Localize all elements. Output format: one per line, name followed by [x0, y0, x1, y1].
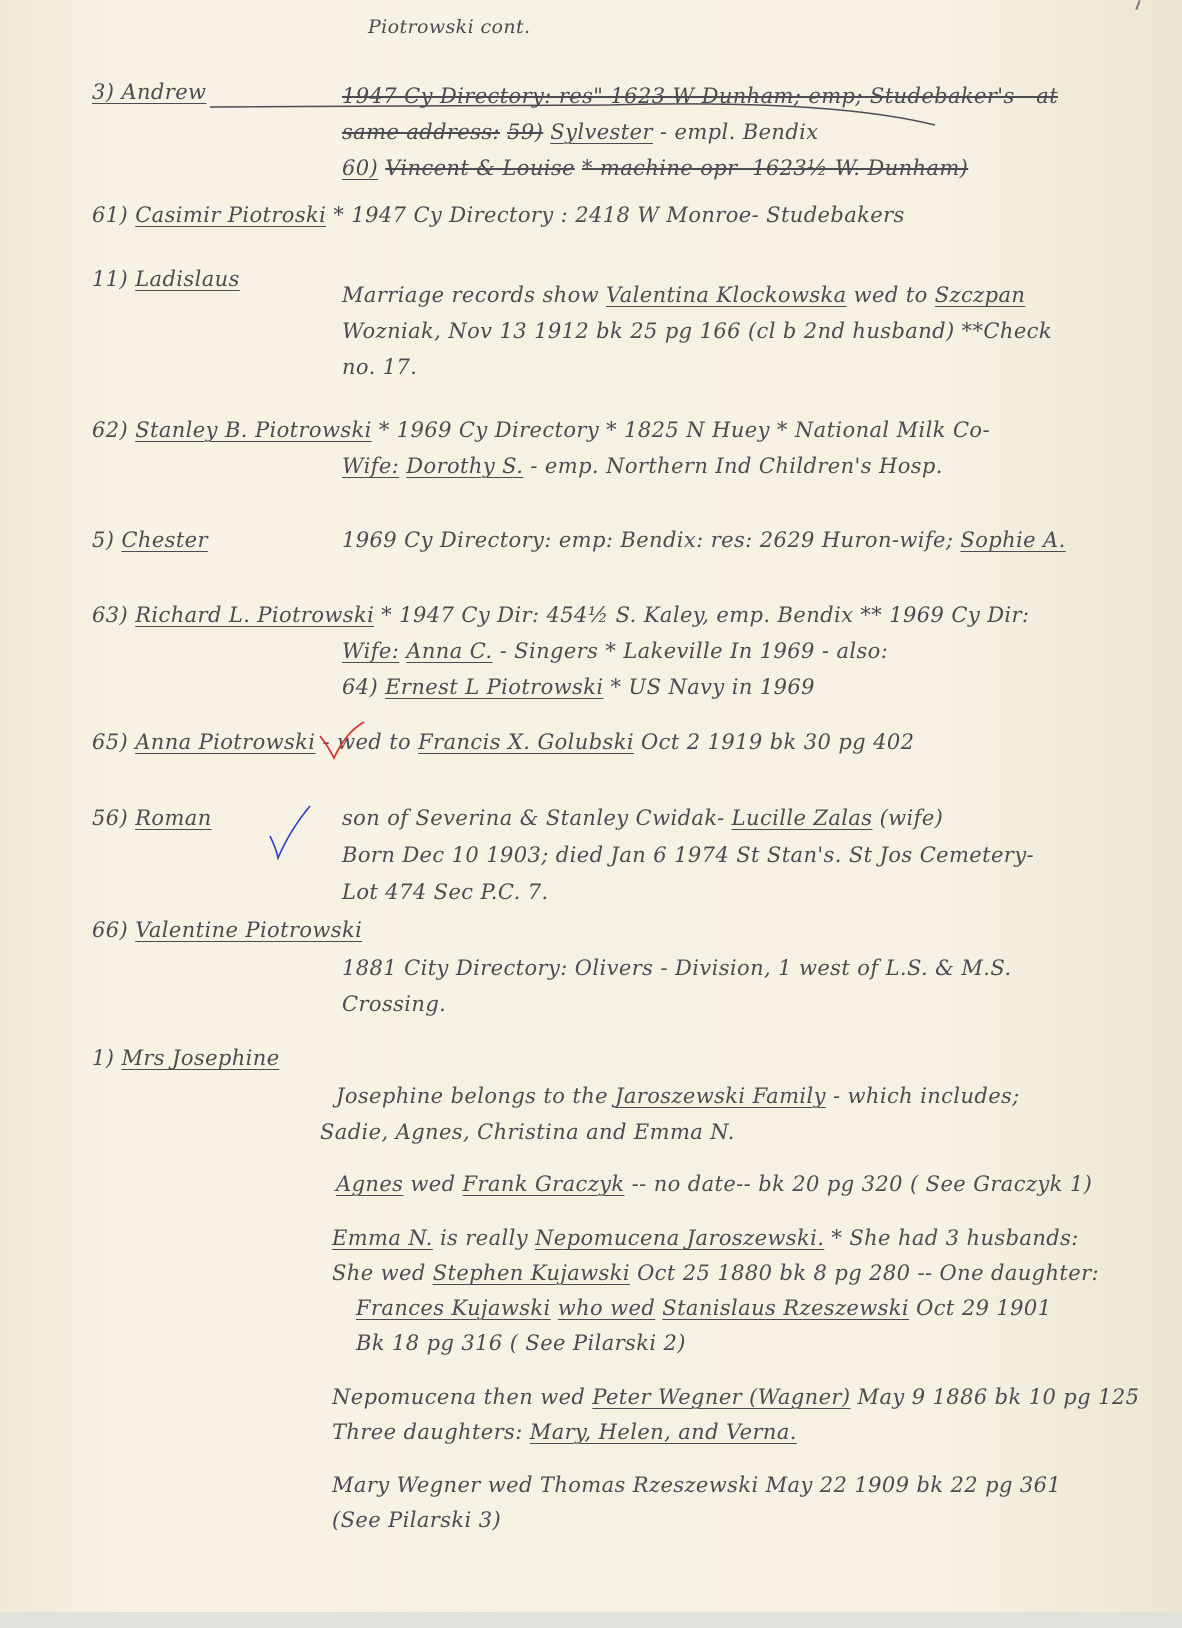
ladislaus-line-2: Wozniak, Nov 13 1912 bk 25 pg 166 (cl b 2nd husband) **Check	[342, 319, 1052, 343]
josephine-p1-line-2: Sadie, Agnes, Christina and Emma N.	[320, 1120, 735, 1144]
chester-line-1: 1969 Cy Directory: emp: Bendix: res: 2629 Huron-wife; Sophie A.	[342, 528, 1066, 552]
andrew-line-1: 1947 Cy Directory: res" 1623 W Dunham; emp; Studebaker's - at	[342, 84, 1059, 108]
corner-pencil-mark	[1135, 0, 1140, 10]
page-header: Piotrowski cont.	[368, 16, 531, 38]
andrew-line-2: same address: 59) Sylvester - empl. Bendix	[342, 120, 819, 144]
entry-ladislaus: 11) Ladislaus	[92, 267, 240, 291]
entry-roman: 56) Roman	[92, 806, 212, 830]
entry-name: Stanley B. Piotrowski	[135, 418, 372, 442]
josephine-p3-line-1: Emma N. is really Nepomucena Jaroszewski. * She had 3 husbands:	[332, 1226, 1079, 1250]
entry-richard: 63) Richard L. Piotrowski * 1947 Cy Dir: 454½ S. Kaley, emp. Bendix ** 1969 Cy Dir:	[92, 603, 1030, 627]
josephine-p5-line-1: Mary Wegner wed Thomas Rzeszewski May 22 1909 bk 22 pg 361	[332, 1473, 1062, 1497]
richard-line-2: Wife: Anna C. - Singers * Lakeville In 1969 - also:	[342, 639, 889, 663]
josephine-p1-line-1: Josephine belongs to the Jaroszewski Family - which includes;	[336, 1084, 1020, 1108]
entry-casimir: 61) Casimir Piotroski * 1947 Cy Directory : 2418 W Monroe- Studebakers	[92, 203, 905, 227]
entry-name: Mrs Josephine	[121, 1046, 280, 1070]
josephine-p2: Agnes wed Frank Graczyk -- no date-- bk 20 pg 320 ( See Graczyk 1)	[336, 1172, 1093, 1196]
ladislaus-line-1: Marriage records show Valentina Klockowska wed to Szczpan	[342, 283, 1026, 307]
entry-josephine: 1) Mrs Josephine	[92, 1046, 280, 1070]
andrew-line-3: 60) Vincent & Louise * machine opr- 1623½ W. Dunham)	[342, 156, 969, 180]
stanley-line-2: Wife: Dorothy S. - emp. Northern Ind Children's Hosp.	[342, 454, 943, 478]
entry-chester: 5) Chester	[92, 528, 208, 552]
entry-valentine: 66) Valentine Piotrowski	[92, 918, 363, 942]
valentine-line-2: Crossing.	[342, 992, 447, 1016]
red-check-mark	[316, 718, 368, 768]
roman-line-3: Lot 474 Sec P.C. 7.	[342, 880, 549, 904]
entry-anna: 65) Anna Piotrowski - wed to Francis X. Golubski Oct 2 1919 bk 30 pg 402	[92, 730, 915, 754]
entry-name: Ladislaus	[135, 267, 240, 291]
ladislaus-line-3: no. 17.	[342, 355, 418, 379]
entry-name: Chester	[121, 528, 208, 552]
richard-line-3: 64) Ernest L Piotrowski * US Navy in 1969	[342, 675, 815, 699]
josephine-p3-line-3: Frances Kujawski who wed Stanislaus Rzeszewski Oct 29 1901	[356, 1296, 1052, 1320]
blue-check-mark	[268, 800, 318, 864]
scan-bottom-edge	[0, 1612, 1182, 1628]
entry-number: 3) Andrew	[92, 80, 207, 104]
josephine-p4-line-2: Three daughters: Mary, Helen, and Verna.	[332, 1420, 797, 1444]
andrew-connector-line	[190, 85, 970, 145]
josephine-p3-line-4: Bk 18 pg 316 ( See Pilarski 2)	[356, 1331, 686, 1355]
josephine-p4-line-1: Nepomucena then wed Peter Wegner (Wagner) May 9 1886 bk 10 pg 125	[332, 1385, 1140, 1409]
josephine-p3-line-2: She wed Stephen Kujawski Oct 25 1880 bk 8 pg 280 -- One daughter:	[332, 1261, 1100, 1285]
valentine-line-1: 1881 City Directory: Olivers - Division, 1 west of L.S. & M.S.	[342, 956, 1012, 980]
josephine-p5-line-2: (See Pilarski 3)	[332, 1508, 502, 1532]
roman-line-1: son of Severina & Stanley Cwidak- Lucille Zalas (wife)	[342, 806, 944, 830]
entry-name: Roman	[135, 806, 212, 830]
entry-name: Richard L. Piotrowski	[135, 603, 375, 627]
entry-name: Casimir Piotroski	[135, 203, 327, 227]
entry-stanley: 62) Stanley B. Piotrowski * 1969 Cy Directory * 1825 N Huey * National Milk Co-	[92, 418, 990, 442]
entry-name: Valentine Piotrowski	[135, 918, 363, 942]
roman-line-2: Born Dec 10 1903; died Jan 6 1974 St Stan's. St Jos Cemetery-	[342, 843, 1034, 867]
entry-name: Andrew	[121, 80, 207, 104]
entry-name: Anna Piotrowski	[135, 730, 316, 754]
